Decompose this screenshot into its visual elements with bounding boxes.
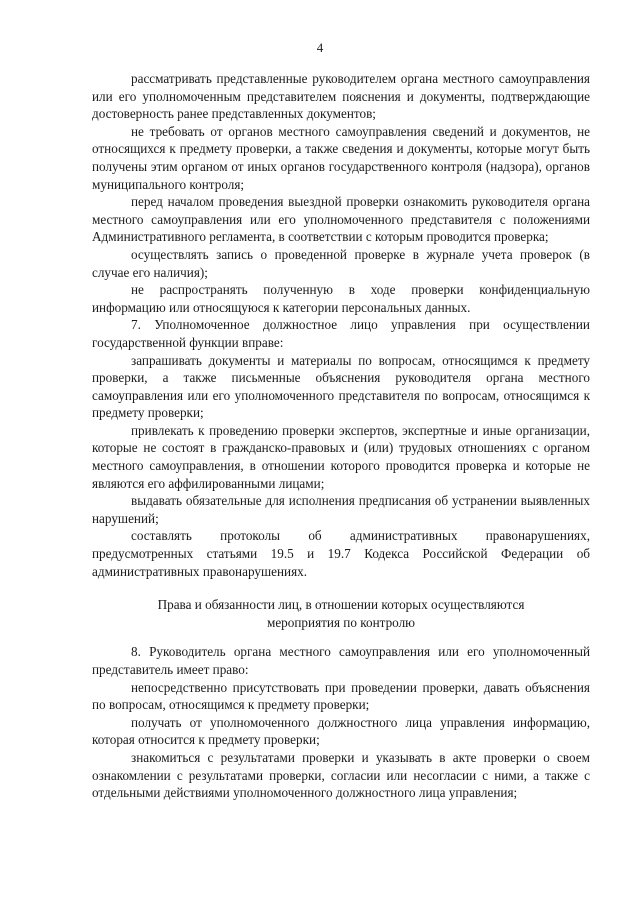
page-number: 4	[316, 40, 324, 55]
paragraph: составлять протоколы об административных правонарушениях, предусмотренных статьями 19.5 и 19.7 Кодекса Российской Федерации об административных правонарушениях.	[92, 528, 590, 579]
section-heading	[92, 596, 590, 631]
paragraph: запрашивать документы и материалы по вопросам, относящимся к предмету проверки, а также письменные объяснения руководителя органа местного самоуправления или его уполномоченного представителя по вопросам, относящимся к предмету проверки;	[92, 352, 590, 421]
paragraph: выдавать обязательные для исполнения предписания об устранении выявленных нарушений;	[92, 493, 590, 526]
paragraph: получать от уполномоченного должностного лица управления информацию, которая относится к предмету проверки;	[92, 714, 590, 748]
section-heading-line: Права и обязанности лиц, в отношении которых осуществляются	[157, 597, 525, 613]
paragraph: перед началом проведения выездной проверки ознакомить руководителя органа местного самоуправления или его уполномоченного представителя с положениями Административного регламента, в соответствии с которым проводится проверка;	[92, 194, 590, 245]
section-heading-line: мероприятия по контролю	[266, 614, 416, 630]
paragraph: привлекать к проведению проверки экспертов, экспертные и иные организации, которые не состоят в гражданско-правовых и (или) трудовых отношениях с органом местного самоуправления, в отношении которого проводится проверка и которые не являются его аффилированными лицами;	[92, 422, 590, 491]
paragraph-item-8: 8. Руководитель органа местного самоуправления или его уполномоченный представитель имеет право:	[92, 644, 590, 677]
paragraph: не распространять полученную в ходе проверки конфиденциальную информацию или относящуюся к категории персональных данных.	[92, 282, 590, 315]
paragraph: осуществлять запись о проведенной проверке в журнале учета проверок (в случае его наличия);	[92, 246, 590, 280]
paragraph-item-7: 7. Уполномоченное должностное лицо управления при осуществлении государственной функции вправе:	[92, 317, 590, 350]
paragraph: знакомиться с результатами проверки и указывать в акте проверки о своем ознакомлении с результатами проверки, согласии или несогласии с ними, а также с отдельными действиями уполномоченного должностного лица управления;	[92, 749, 590, 801]
paragraph: рассматривать представленные руководителем органа местного самоуправления или его уполномоченным представителем пояснения и документы, подтверждающие достоверность ранее представленных документов;	[92, 71, 590, 122]
paragraph: не требовать от органов местного самоуправления сведений и документов, не относящихся к предмету проверки, а также сведения и документы, которые могут быть получены этим органом от иных органов государственного контроля (надзора), органов муниципального контроля;	[92, 123, 590, 192]
paragraph: непосредственно присутствовать при проведении проверки, давать объяснения по вопросам, относящимся к предмету проверки;	[92, 679, 590, 713]
document-body	[92, 70, 590, 802]
